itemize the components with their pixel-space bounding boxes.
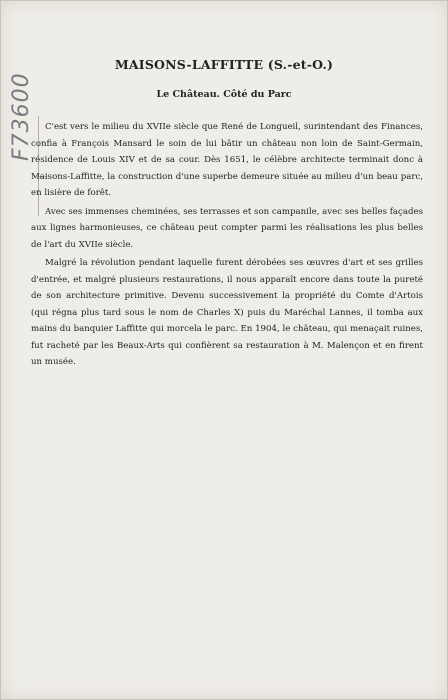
location-title: MAISONS-LAFFITTE — [114, 57, 264, 72]
inventory-number-text: F73600 — [9, 72, 34, 161]
paragraph: Avec ses immenses cheminées, ses terrasses et son campanile, avec ses belles façades aux lignes harmonieuses, ce château peut compter parmi les réalisations les plus belles de l'art du XVIIe siècle. — [31, 206, 423, 250]
location-department: (S.-et-O.) — [267, 57, 334, 72]
handwritten-inventory-number — [5, 25, 115, 161]
caption-subtitle: Le Château. Côté du Parc — [156, 89, 292, 100]
description-text — [31, 119, 423, 373]
paragraph: Malgré la révolution pendant laquelle furent dérobées ses œuvres d'art et ses grilles d'entrée, et malgré plusieurs restaurations, il nous apparaît encore dans toute la pureté de son architecture primitive. Devenu successivement la propriété du Comte d'Artois (qui régna plus tard sous le nom de Charles X) puis du Maréchal Lannes, il tomba aux mains du banquier Laffitte qui morcela le parc. En 1904, le château, qui menaçait ruines, fut racheté par les Beaux-Arts qui confièrent sa restauration à M. Malençon et en firent un musée. — [31, 258, 423, 367]
paragraph: C'est vers le milieu du XVIIe siècle que René de Longueil, surintendant des Finances, confia à François Mansard le soin de lui bâtir un château non loin de Saint-Germain, résidence de Louis XIV et de sa cour. Dès 1651, le célèbre architecte terminait donc à Maisons-Laffitte, la construction d'une superbe demeure située au milieu d'un beau parc, en lisière de forêt. — [31, 122, 423, 198]
location-heading — [1, 57, 447, 72]
